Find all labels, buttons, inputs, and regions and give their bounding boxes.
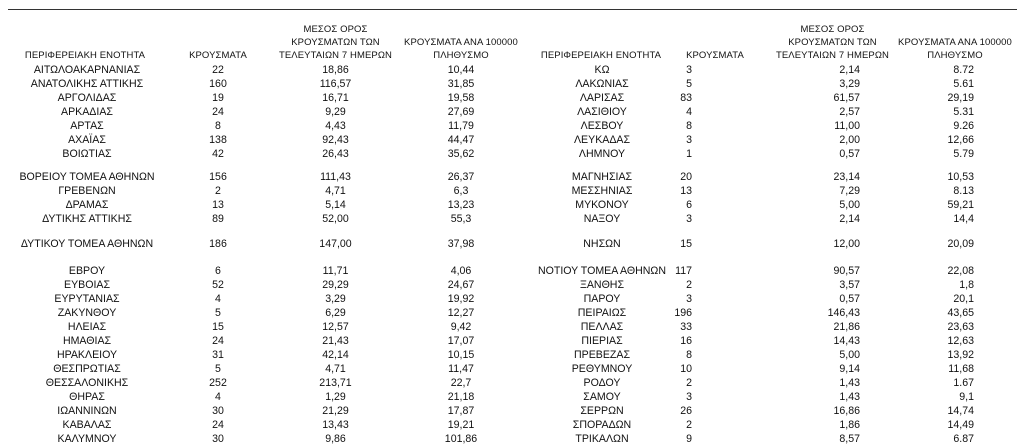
table-row xyxy=(0,170,1024,184)
header-region-right: ΠΕΡΙΦΕΡΕΙΑΚΗ ΕΝΟΤΗΤΑ xyxy=(540,50,662,61)
right-cases-cell: 3 xyxy=(686,391,692,403)
header-avg7-right: ΜΕΣΟΣ ΟΡΟΣ ΚΡΟΥΣΜΑΤΩΝ ΤΩΝ ΤΕΛΕΥΤΑΙΩΝ 7 ΗΜΕΡΩΝ xyxy=(775,24,890,61)
right-per100k-cell: 22,08 xyxy=(947,265,974,277)
header-per100k-right: ΚΡΟΥΣΜΑΤΑ ΑΝΑ 100000 ΠΛΗΘΥΣΜΟ xyxy=(898,37,1012,61)
right-per100k-cell: 9.26 xyxy=(953,120,974,132)
right-cases-cell: 8 xyxy=(686,120,692,132)
left-per100k-cell: 19,21 xyxy=(447,419,475,431)
left-cases-cell: 5 xyxy=(215,363,221,375)
right-region-cell: ΠΙΕΡΙΑΣ xyxy=(581,335,623,347)
right-per100k-cell: 14,4 xyxy=(953,213,974,225)
left-per100k-cell: 13,23 xyxy=(447,199,475,211)
left-per100k-cell: 44,47 xyxy=(447,134,475,146)
left-per100k-cell: 27,69 xyxy=(447,106,475,118)
right-cases-cell: 3 xyxy=(686,213,692,225)
left-avg7-cell: 5,14 xyxy=(325,199,346,211)
left-per100k-cell: 11,47 xyxy=(448,363,474,375)
table-row xyxy=(0,432,1024,446)
left-cases-cell: 24 xyxy=(212,335,224,347)
right-region-cell: ΣΕΡΡΩΝ xyxy=(580,405,624,417)
left-avg7-cell: 9,86 xyxy=(325,433,346,445)
right-avg7-cell: 14,43 xyxy=(833,335,860,347)
right-avg7-cell: 8,57 xyxy=(839,433,860,445)
right-region-cell: ΛΕΣΒΟΥ xyxy=(580,120,624,132)
left-avg7-cell: 4,71 xyxy=(325,363,346,375)
left-cases-cell: 89 xyxy=(212,213,224,225)
top-rule xyxy=(8,9,1017,10)
right-avg7-cell: 3,29 xyxy=(839,78,860,90)
right-region-cell: ΜΕΣΣΗΝΙΑΣ xyxy=(571,185,633,197)
left-cases-cell: 19 xyxy=(212,92,224,104)
left-region-cell: ΓΡΕΒΕΝΩΝ xyxy=(58,185,116,197)
left-region-cell: ΗΜΑΘΙΑΣ xyxy=(62,335,112,347)
right-per100k-cell: 5.31 xyxy=(953,106,974,118)
table-row xyxy=(0,362,1024,376)
right-per100k-cell: 20,1 xyxy=(953,293,974,305)
header-per100k-left: ΚΡΟΥΣΜΑΤΑ ΑΝΑ 100000 ΠΛΗΘΥΣΜΟ xyxy=(404,37,518,61)
left-avg7-cell: 3,29 xyxy=(325,293,346,305)
right-cases-cell: 3 xyxy=(686,64,692,76)
right-region-cell: ΡΟΔΟΥ xyxy=(583,377,621,389)
table-row xyxy=(0,334,1024,348)
right-avg7-cell: 2,00 xyxy=(839,134,860,146)
table-row xyxy=(0,376,1024,390)
table-row xyxy=(0,404,1024,418)
left-region-cell: ΘΗΡΑΣ xyxy=(69,391,105,403)
right-per100k-cell: 6.87 xyxy=(953,433,974,445)
table-row xyxy=(0,212,1024,226)
right-per100k-cell: 29,19 xyxy=(947,92,974,104)
header-avg7-left: ΜΕΣΟΣ ΟΡΟΣ ΚΡΟΥΣΜΑΤΩΝ ΤΩΝ ΤΕΛΕΥΤΑΙΩΝ 7 ΗΜΕΡΩΝ xyxy=(278,24,393,61)
right-avg7-cell: 7,29 xyxy=(839,185,860,197)
right-avg7-cell: 90,57 xyxy=(833,265,860,277)
right-per100k-cell: 9,1 xyxy=(959,391,974,403)
left-avg7-cell: 21,29 xyxy=(322,405,349,417)
right-avg7-cell: 2,14 xyxy=(839,213,860,225)
table-row xyxy=(0,105,1024,119)
right-cases-cell: 26 xyxy=(680,405,692,417)
left-cases-cell: 22 xyxy=(212,64,224,76)
right-avg7-cell: 1,43 xyxy=(839,377,860,389)
table-row xyxy=(0,119,1024,133)
left-region-cell: ΑΙΤΩΛΟΑΚΑΡΝΑΝΙΑΣ xyxy=(33,64,141,76)
left-region-cell: ΚΑΒΑΛΑΣ xyxy=(62,419,112,431)
left-cases-cell: 31 xyxy=(212,349,224,361)
table-row xyxy=(0,292,1024,306)
left-cases-cell: 2 xyxy=(215,185,221,197)
right-region-cell: ΠΕΙΡΑΙΩΣ xyxy=(577,307,627,319)
left-per100k-cell: 21,18 xyxy=(447,391,475,403)
right-region-cell: ΝΑΞΟΥ xyxy=(583,213,621,225)
table-row xyxy=(0,264,1024,278)
left-avg7-cell: 116,57 xyxy=(319,78,352,90)
right-region-cell: ΡΕΘΥΜΝΟΥ xyxy=(571,363,633,375)
right-per100k-cell: 1,8 xyxy=(959,279,974,291)
right-region-cell: ΚΩ xyxy=(594,64,610,76)
right-avg7-cell: 23,14 xyxy=(833,171,860,183)
left-per100k-cell: 26,37 xyxy=(447,171,475,183)
table-row xyxy=(0,133,1024,147)
left-per100k-cell: 11,79 xyxy=(448,120,474,132)
table-row xyxy=(0,278,1024,292)
right-region-cell: ΝΟΤΙΟΥ ΤΟΜΕΑ ΑΘΗΝΩΝ xyxy=(537,265,667,277)
left-cases-cell: 24 xyxy=(212,419,224,431)
right-cases-cell: 83 xyxy=(680,92,692,104)
right-avg7-cell: 1,43 xyxy=(839,391,860,403)
left-per100k-cell: 10,15 xyxy=(447,349,475,361)
left-avg7-cell: 16,71 xyxy=(322,92,349,104)
table-row xyxy=(0,147,1024,161)
header-region-left: ΠΕΡΙΦΕΡΕΙΑΚΗ ΕΝΟΤΗΤΑ xyxy=(24,50,146,61)
right-per100k-cell: 5.79 xyxy=(953,148,974,160)
table-row xyxy=(0,306,1024,320)
left-region-cell: ΗΛΕΙΑΣ xyxy=(67,321,107,333)
right-avg7-cell: 61,57 xyxy=(833,92,860,104)
right-region-cell: ΠΕΛΛΑΣ xyxy=(580,321,624,333)
right-per100k-cell: 14,49 xyxy=(947,419,974,431)
right-per100k-cell: 11,68 xyxy=(948,363,974,375)
left-region-cell: ΔΥΤΙΚΟΥ ΤΟΜΕΑ ΑΘΗΝΩΝ xyxy=(20,238,154,250)
table-row xyxy=(0,198,1024,212)
left-region-cell: ΘΕΣΠΡΩΤΙΑΣ xyxy=(53,363,121,375)
right-per100k-cell: 12,63 xyxy=(947,335,974,347)
left-cases-cell: 160 xyxy=(209,78,227,90)
right-per100k-cell: 14,74 xyxy=(947,405,974,417)
right-cases-cell: 16 xyxy=(680,335,692,347)
left-region-cell: ΒΟΙΩΤΙΑΣ xyxy=(62,148,112,160)
right-cases-cell: 196 xyxy=(674,307,692,319)
right-region-cell: ΝΗΣΩΝ xyxy=(583,238,621,250)
right-cases-cell: 4 xyxy=(686,106,692,118)
left-avg7-cell: 213,71 xyxy=(319,377,352,389)
right-per100k-cell: 59,21 xyxy=(947,199,974,211)
left-per100k-cell: 24,67 xyxy=(447,279,475,291)
left-per100k-cell: 19,92 xyxy=(447,293,475,305)
left-region-cell: ΔΥΤΙΚΗΣ ΑΤΤΙΚΗΣ xyxy=(42,213,132,225)
right-region-cell: ΛΕΥΚΑΔΑΣ xyxy=(573,134,631,146)
left-cases-cell: 138 xyxy=(209,134,227,146)
left-per100k-cell: 4,06 xyxy=(450,265,472,277)
left-avg7-cell: 12,57 xyxy=(322,321,349,333)
left-cases-cell: 13 xyxy=(212,199,224,211)
left-cases-cell: 4 xyxy=(215,293,221,305)
right-per100k-cell: 43,65 xyxy=(947,307,974,319)
right-cases-cell: 2 xyxy=(686,377,692,389)
left-region-cell: ΘΕΣΣΑΛΟΝΙΚΗΣ xyxy=(45,377,129,389)
table-row xyxy=(0,320,1024,334)
left-avg7-cell: 11,71 xyxy=(322,265,349,277)
left-per100k-cell: 17,07 xyxy=(447,335,475,347)
right-cases-cell: 5 xyxy=(686,78,692,90)
header-cases-left: ΚΡΟΥΣΜΑΤΑ xyxy=(189,50,247,61)
right-avg7-cell: 9,14 xyxy=(839,363,860,375)
left-cases-cell: 4 xyxy=(215,391,221,403)
left-region-cell: ΔΡΑΜΑΣ xyxy=(65,199,109,211)
table-row xyxy=(0,77,1024,91)
left-cases-cell: 30 xyxy=(212,405,224,417)
left-cases-cell: 8 xyxy=(215,120,221,132)
right-region-cell: ΞΑΝΘΗΣ xyxy=(579,279,625,291)
left-per100k-cell: 12,27 xyxy=(447,307,475,319)
left-per100k-cell: 9,42 xyxy=(450,321,472,333)
right-per100k-cell: 8.72 xyxy=(953,64,974,76)
left-avg7-cell: 21,43 xyxy=(322,335,349,347)
left-avg7-cell: 4,71 xyxy=(325,185,346,197)
left-per100k-cell: 22,7 xyxy=(450,377,472,389)
table-row xyxy=(0,184,1024,198)
right-cases-cell: 8 xyxy=(686,349,692,361)
right-region-cell: ΛΑΚΩΝΙΑΣ xyxy=(575,78,629,90)
left-cases-cell: 24 xyxy=(212,106,224,118)
right-per100k-cell: 1.67 xyxy=(953,377,974,389)
right-region-cell: ΤΡΙΚΑΛΩΝ xyxy=(575,433,629,445)
right-cases-cell: 3 xyxy=(686,134,692,146)
right-per100k-cell: 10,53 xyxy=(947,171,974,183)
right-avg7-cell: 5,00 xyxy=(839,349,860,361)
left-avg7-cell: 29,29 xyxy=(322,279,349,291)
right-region-cell: ΛΑΡΙΣΑΣ xyxy=(579,92,625,104)
right-region-cell: ΜΑΓΝΗΣΙΑΣ xyxy=(571,171,633,183)
left-region-cell: ΒΟΡΕΙΟΥ ΤΟΜΕΑ ΑΘΗΝΩΝ xyxy=(19,171,155,183)
left-per100k-cell: 101,86 xyxy=(444,433,478,445)
left-per100k-cell: 37,98 xyxy=(447,238,475,250)
left-avg7-cell: 4,43 xyxy=(325,120,346,132)
left-region-cell: ΚΑΛΥΜΝΟΥ xyxy=(57,433,117,445)
right-per100k-cell: 13,92 xyxy=(947,349,974,361)
left-per100k-cell: 10,44 xyxy=(447,64,475,76)
right-per100k-cell: 20,09 xyxy=(947,238,974,250)
right-cases-cell: 9 xyxy=(686,433,692,445)
right-avg7-cell: 11,00 xyxy=(834,120,860,132)
right-avg7-cell: 2,57 xyxy=(839,106,860,118)
left-per100k-cell: 19,58 xyxy=(447,92,475,104)
right-region-cell: ΣΑΜΟΥ xyxy=(583,391,621,403)
left-cases-cell: 52 xyxy=(212,279,224,291)
left-per100k-cell: 35,62 xyxy=(447,148,475,160)
right-avg7-cell: 146,43 xyxy=(827,307,860,319)
left-cases-cell: 30 xyxy=(212,433,224,445)
right-region-cell: ΣΠΟΡΑΔΩΝ xyxy=(572,419,632,431)
right-cases-cell: 1 xyxy=(686,148,692,160)
right-per100k-cell: 12,66 xyxy=(947,134,974,146)
left-cases-cell: 5 xyxy=(215,307,221,319)
right-region-cell: ΛΗΜΝΟΥ xyxy=(578,148,626,160)
right-avg7-cell: 21,86 xyxy=(833,321,860,333)
left-cases-cell: 6 xyxy=(215,265,221,277)
left-region-cell: ΕΥΒΟΙΑΣ xyxy=(64,279,110,291)
right-avg7-cell: 16,86 xyxy=(833,405,860,417)
right-cases-cell: 33 xyxy=(680,321,692,333)
right-cases-cell: 2 xyxy=(686,419,692,431)
right-cases-cell: 13 xyxy=(680,185,692,197)
left-region-cell: ΕΥΡΥΤΑΝΙΑΣ xyxy=(54,293,120,305)
table-row xyxy=(0,237,1024,251)
right-avg7-cell: 12,00 xyxy=(833,238,860,250)
left-region-cell: ΑΡΓΟΛΙΔΑΣ xyxy=(57,92,117,104)
left-per100k-cell: 31,85 xyxy=(447,78,475,90)
table-row xyxy=(0,418,1024,432)
table-row xyxy=(0,91,1024,105)
left-avg7-cell: 1,29 xyxy=(325,391,346,403)
left-per100k-cell: 6,3 xyxy=(453,185,469,197)
left-cases-cell: 252 xyxy=(209,377,227,389)
right-region-cell: ΜΥΚΟΝΟΥ xyxy=(575,199,629,211)
right-cases-cell: 15 xyxy=(680,238,692,250)
table-row xyxy=(0,63,1024,77)
left-avg7-cell: 13,43 xyxy=(322,419,349,431)
header-cases-right: ΚΡΟΥΣΜΑΤΑ xyxy=(686,50,744,61)
left-region-cell: ΑΝΑΤΟΛΙΚΗΣ ΑΤΤΙΚΗΣ xyxy=(30,78,144,90)
right-cases-cell: 6 xyxy=(686,199,692,211)
left-avg7-cell: 52,00 xyxy=(322,213,349,225)
right-per100k-cell: 5.61 xyxy=(953,78,974,90)
right-avg7-cell: 0,57 xyxy=(839,293,860,305)
table-row xyxy=(0,348,1024,362)
table-row xyxy=(0,390,1024,404)
right-per100k-cell: 8.13 xyxy=(953,185,974,197)
left-cases-cell: 15 xyxy=(212,321,224,333)
right-region-cell: ΠΡΕΒΕΖΑΣ xyxy=(574,349,630,361)
right-cases-cell: 3 xyxy=(686,293,692,305)
left-region-cell: ΑΡΚΑΔΙΑΣ xyxy=(61,106,113,118)
left-avg7-cell: 147,00 xyxy=(319,238,352,250)
left-region-cell: ΑΧΑΪΑΣ xyxy=(68,134,106,146)
left-avg7-cell: 9,29 xyxy=(325,106,346,118)
right-per100k-cell: 23,63 xyxy=(947,321,974,333)
right-avg7-cell: 1,86 xyxy=(839,419,860,431)
right-avg7-cell: 5,00 xyxy=(839,199,860,211)
right-cases-cell: 20 xyxy=(680,171,692,183)
right-avg7-cell: 0,57 xyxy=(839,148,860,160)
left-region-cell: ΕΒΡΟΥ xyxy=(68,265,106,277)
left-avg7-cell: 26,43 xyxy=(322,148,349,160)
right-cases-cell: 10 xyxy=(680,363,692,375)
left-per100k-cell: 55,3 xyxy=(450,213,472,225)
right-region-cell: ΛΑΣΙΘΙΟΥ xyxy=(577,106,627,118)
right-avg7-cell: 2,14 xyxy=(839,64,860,76)
left-avg7-cell: 6,29 xyxy=(325,307,346,319)
right-avg7-cell: 3,57 xyxy=(839,279,860,291)
left-avg7-cell: 111,43 xyxy=(320,171,351,183)
left-per100k-cell: 17,87 xyxy=(447,405,475,417)
right-region-cell: ΠΑΡΟΥ xyxy=(583,293,621,305)
left-cases-cell: 42 xyxy=(212,148,224,160)
left-avg7-cell: 42,14 xyxy=(322,349,349,361)
right-cases-cell: 117 xyxy=(675,265,692,277)
left-region-cell: ΖΑΚΥΝΘΟΥ xyxy=(57,307,117,319)
left-region-cell: ΙΩΑΝΝΙΝΩΝ xyxy=(57,405,117,417)
right-cases-cell: 2 xyxy=(686,279,692,291)
left-cases-cell: 156 xyxy=(209,171,227,183)
left-region-cell: ΗΡΑΚΛΕΙΟΥ xyxy=(56,349,118,361)
left-cases-cell: 186 xyxy=(209,238,227,250)
left-avg7-cell: 92,43 xyxy=(322,134,349,146)
left-region-cell: ΑΡΤΑΣ xyxy=(70,120,104,132)
left-avg7-cell: 18,86 xyxy=(322,64,349,76)
